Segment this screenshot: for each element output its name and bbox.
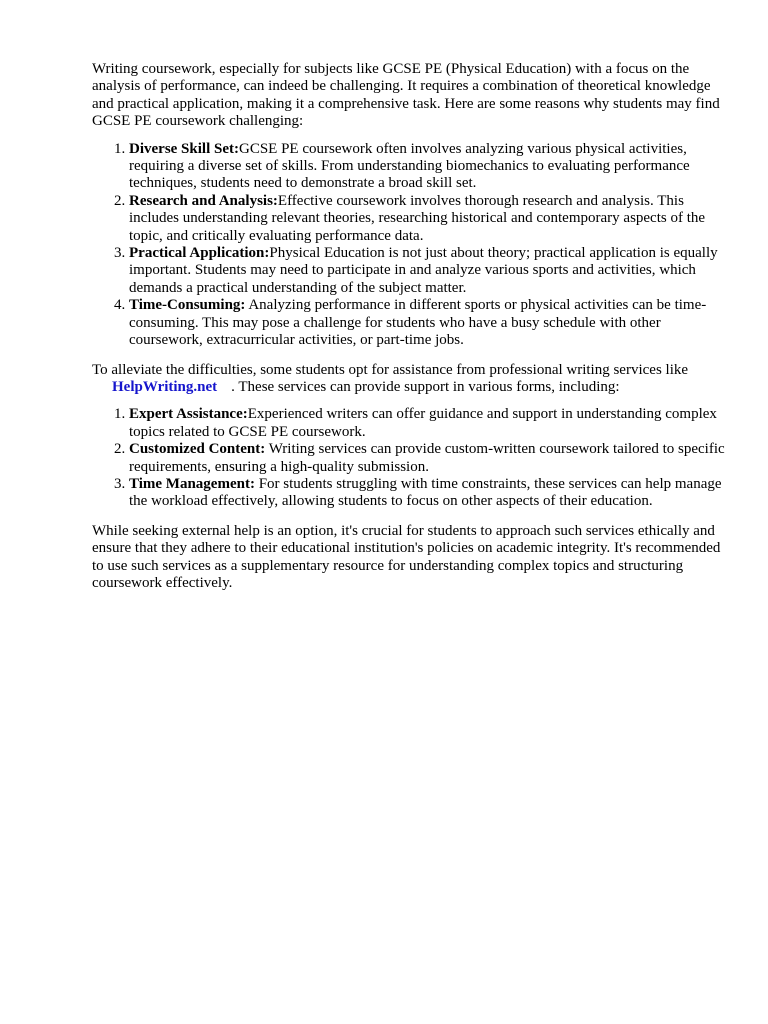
list-item-text: Effective coursework involves thorough research and analysis. This includes understanding relevant theories, researching historical and contemporary aspects of the topic, and critically evaluating performance data. bbox=[129, 192, 706, 244]
list-item-term: Time Management: bbox=[129, 475, 255, 492]
services-intro-text: To alleviate the difficulties, some students opt for assistance from professional writing services like bbox=[92, 361, 689, 378]
list-item bbox=[129, 406, 725, 441]
list-item bbox=[129, 441, 725, 476]
services-intro-tail: . These services can provide support in various forms, including: bbox=[231, 378, 620, 395]
list-item bbox=[129, 245, 725, 297]
list-item-text: Experienced writers can offer guidance and support in understanding complex topics related to GCSE PE coursework. bbox=[129, 406, 717, 440]
list-item bbox=[129, 476, 725, 511]
helpwriting-link[interactable]: HelpWriting.net bbox=[112, 378, 218, 395]
list-item-term: Diverse Skill Set: bbox=[129, 140, 239, 157]
services-list bbox=[92, 406, 725, 510]
intro-paragraph: Writing coursework, especially for subjects like GCSE PE (Physical Education) with a focus on the analysis of performance, can indeed be challenging. It requires a combination of theoretical knowledge and practical application, making it a comprehensive task. Here are some reasons why students may find GCSE PE coursework challenging: bbox=[92, 61, 720, 130]
list-item-term: Expert Assistance: bbox=[129, 406, 248, 423]
list-item bbox=[129, 141, 725, 193]
list-item bbox=[129, 193, 725, 245]
list-item-term: Practical Application: bbox=[129, 245, 270, 262]
closing-paragraph: While seeking external help is an option, it's crucial for students to approach such services ethically and ensure that they adhere to their educational institution's policies on academic integrity. It's recommended to use such services as a supplementary resource for understanding complex topics and structuring coursework effectively. bbox=[92, 522, 721, 591]
list-item-text: Physical Education is not just about theory; practical application is equally important. Students may need to participate in and analyze various sports and activities, which demands a practical understanding of the subject matter. bbox=[129, 245, 718, 296]
list-item-term: Customized Content: bbox=[129, 441, 266, 458]
list-item-text: GCSE PE coursework often involves analyzing various physical activities, requiring a diverse set of skills. From understanding biomechanics to evaluating performance techniques, students need to demonstrate a broad skill set. bbox=[129, 140, 690, 192]
challenges-list bbox=[92, 141, 725, 350]
list-item bbox=[129, 297, 725, 349]
list-item-term: Time-Consuming: bbox=[129, 297, 246, 314]
list-item-text: For students struggling with time constraints, these services can help manage the workload effectively, allowing students to focus on other aspects of their education. bbox=[129, 475, 722, 510]
list-item-term: Research and Analysis: bbox=[129, 192, 278, 209]
list-item-text: Analyzing performance in different sports or physical activities can be time-consuming. This may pose a challenge for students who have a busy schedule with other coursework, extracurricular activities, or part-time jobs. bbox=[129, 297, 707, 349]
services-intro-paragraph bbox=[92, 362, 724, 397]
list-item-text: Writing services can provide custom-written coursework tailored to specific requirements, ensuring a high-quality submission. bbox=[129, 441, 725, 475]
